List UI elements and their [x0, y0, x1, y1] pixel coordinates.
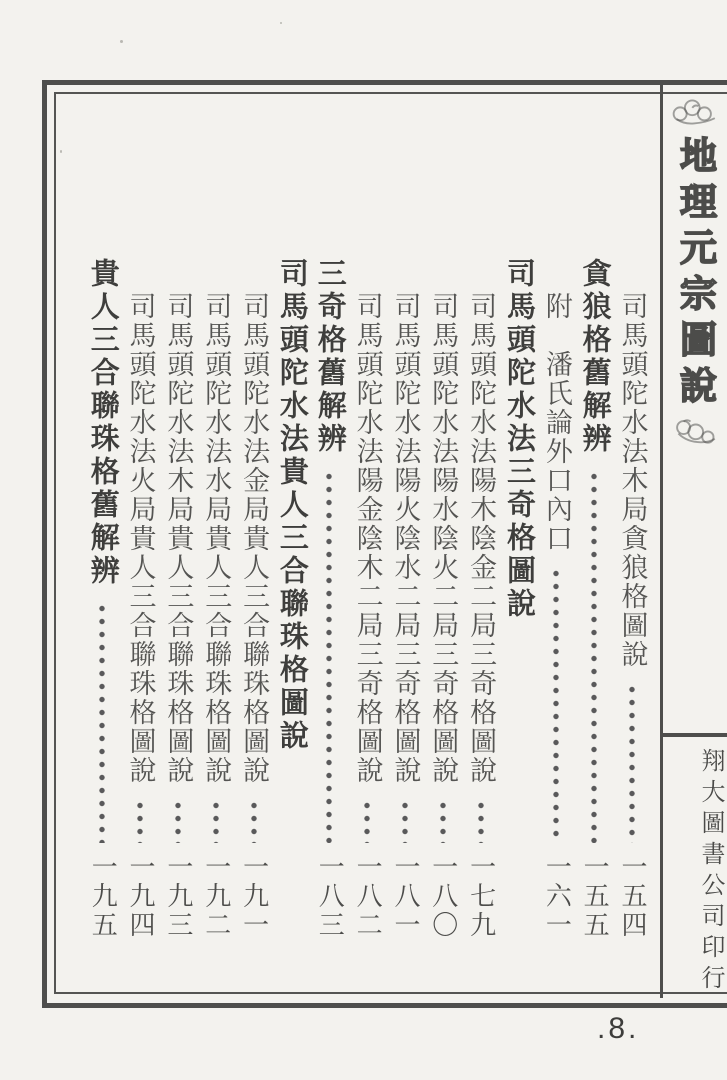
- toc-entry-title: 司馬頭陀水法水局貴人三合聯珠格圖說: [201, 292, 232, 785]
- toc-entry: [578, 258, 610, 942]
- toc-entry-page-number: 一五五: [580, 853, 610, 940]
- toc-entry-page-number: 一五四: [618, 853, 647, 940]
- dot-leader: [578, 470, 610, 843]
- toc-entry-page-number: 一九一: [239, 853, 269, 940]
- dot-leader: [616, 683, 648, 843]
- toc-entry-title: 司馬頭陀水法木局貴人三合聯珠格圖說: [163, 292, 194, 785]
- toc-entry-page-number: 一九二: [201, 853, 231, 940]
- scan-speckle: [280, 22, 282, 24]
- toc-entry-title: 司馬頭陀水法陽火陰水二局三奇格圖說: [390, 292, 421, 785]
- toc-entry-title: 司馬頭陀水法木局貪狼格圖說: [617, 292, 648, 669]
- toc-entry-page-number: 一九四: [126, 853, 156, 940]
- toc-entry: [540, 258, 572, 942]
- dot-leader: [540, 567, 572, 843]
- toc-entry: [502, 258, 534, 942]
- toc-entry-page-number: 一八三: [315, 853, 345, 940]
- toc-entry-title: 司馬頭陀水法陽水陰火二局三奇格圖說: [428, 292, 459, 785]
- toc-entry-title: 司馬頭陀水法陽金陰木二局三奇格圖說: [352, 292, 383, 785]
- toc-entry-title: 司馬頭陀水法陽木陰金二局三奇格圖說: [466, 292, 497, 785]
- dot-leader: [427, 799, 459, 843]
- toc-entry: [616, 258, 648, 942]
- toc-entry-page-number: 一六一: [542, 853, 572, 940]
- toc-entry-title: 司馬頭陀水法貴人三合聯珠格圖說: [275, 258, 308, 753]
- book-title: 地理元宗圖說: [673, 136, 715, 412]
- toc-entry-page-number: 一八〇: [428, 853, 458, 940]
- sidebar-title-block: [666, 94, 722, 450]
- toc-entry: [275, 258, 307, 942]
- toc-entry-page-number: 一八二: [353, 853, 383, 940]
- toc-entry: [200, 258, 232, 942]
- toc-entry: [124, 258, 156, 942]
- dot-leader: [238, 799, 270, 843]
- toc-entry: [86, 258, 118, 942]
- dot-leader: [465, 799, 497, 843]
- toc-entry-page-number: 一九五: [88, 853, 118, 940]
- toc-entry: [427, 258, 459, 942]
- dot-leader: [124, 799, 156, 843]
- cloud-ornament-bottom-icon: [668, 414, 720, 448]
- toc-entry-title: 貪狼格舊解辨: [578, 258, 611, 456]
- toc-entry: [351, 258, 383, 942]
- toc-entry-page-number: 一八一: [390, 853, 420, 940]
- toc-entry-title: 司馬頭陀水法三奇格圖說: [502, 258, 535, 621]
- toc-entry-title: 司馬頭陀水法火局貴人三合聯珠格圖說: [125, 292, 156, 785]
- dot-leader: [351, 799, 383, 843]
- dot-leader: [389, 799, 421, 843]
- toc-entry: [238, 258, 270, 942]
- scan-speckle: [120, 40, 123, 43]
- scan-speckle: [60, 150, 62, 153]
- dot-leader: [313, 470, 345, 843]
- toc-entry-page-number: 一九三: [163, 853, 193, 940]
- folio-page-number: .8.: [597, 1012, 640, 1045]
- toc-entry: [162, 258, 194, 942]
- publisher-imprint: 翔大圖書公司印行: [697, 748, 723, 996]
- sidebar-divider: [660, 85, 663, 998]
- toc-entry: [389, 258, 421, 942]
- toc-entry: [465, 258, 497, 942]
- toc-entry-title: 附 潘氏論外口內口: [541, 292, 572, 553]
- toc: [86, 258, 648, 942]
- dot-leader: [86, 602, 118, 843]
- toc-entry-title: 司馬頭陀水法金局貴人三合聯珠格圖說: [239, 292, 270, 785]
- toc-entry-page-number: 一七九: [466, 853, 496, 940]
- dot-leader: [200, 799, 232, 843]
- cloud-ornament-top-icon: [668, 96, 720, 130]
- dot-leader: [162, 799, 194, 843]
- toc-entry: [313, 258, 345, 942]
- toc-entry-title: 三奇格舊解辨: [313, 258, 346, 456]
- toc-entry-title: 貴人三合聯珠格舊解辨: [86, 258, 119, 588]
- sidebar-horizontal-rule: [663, 733, 727, 737]
